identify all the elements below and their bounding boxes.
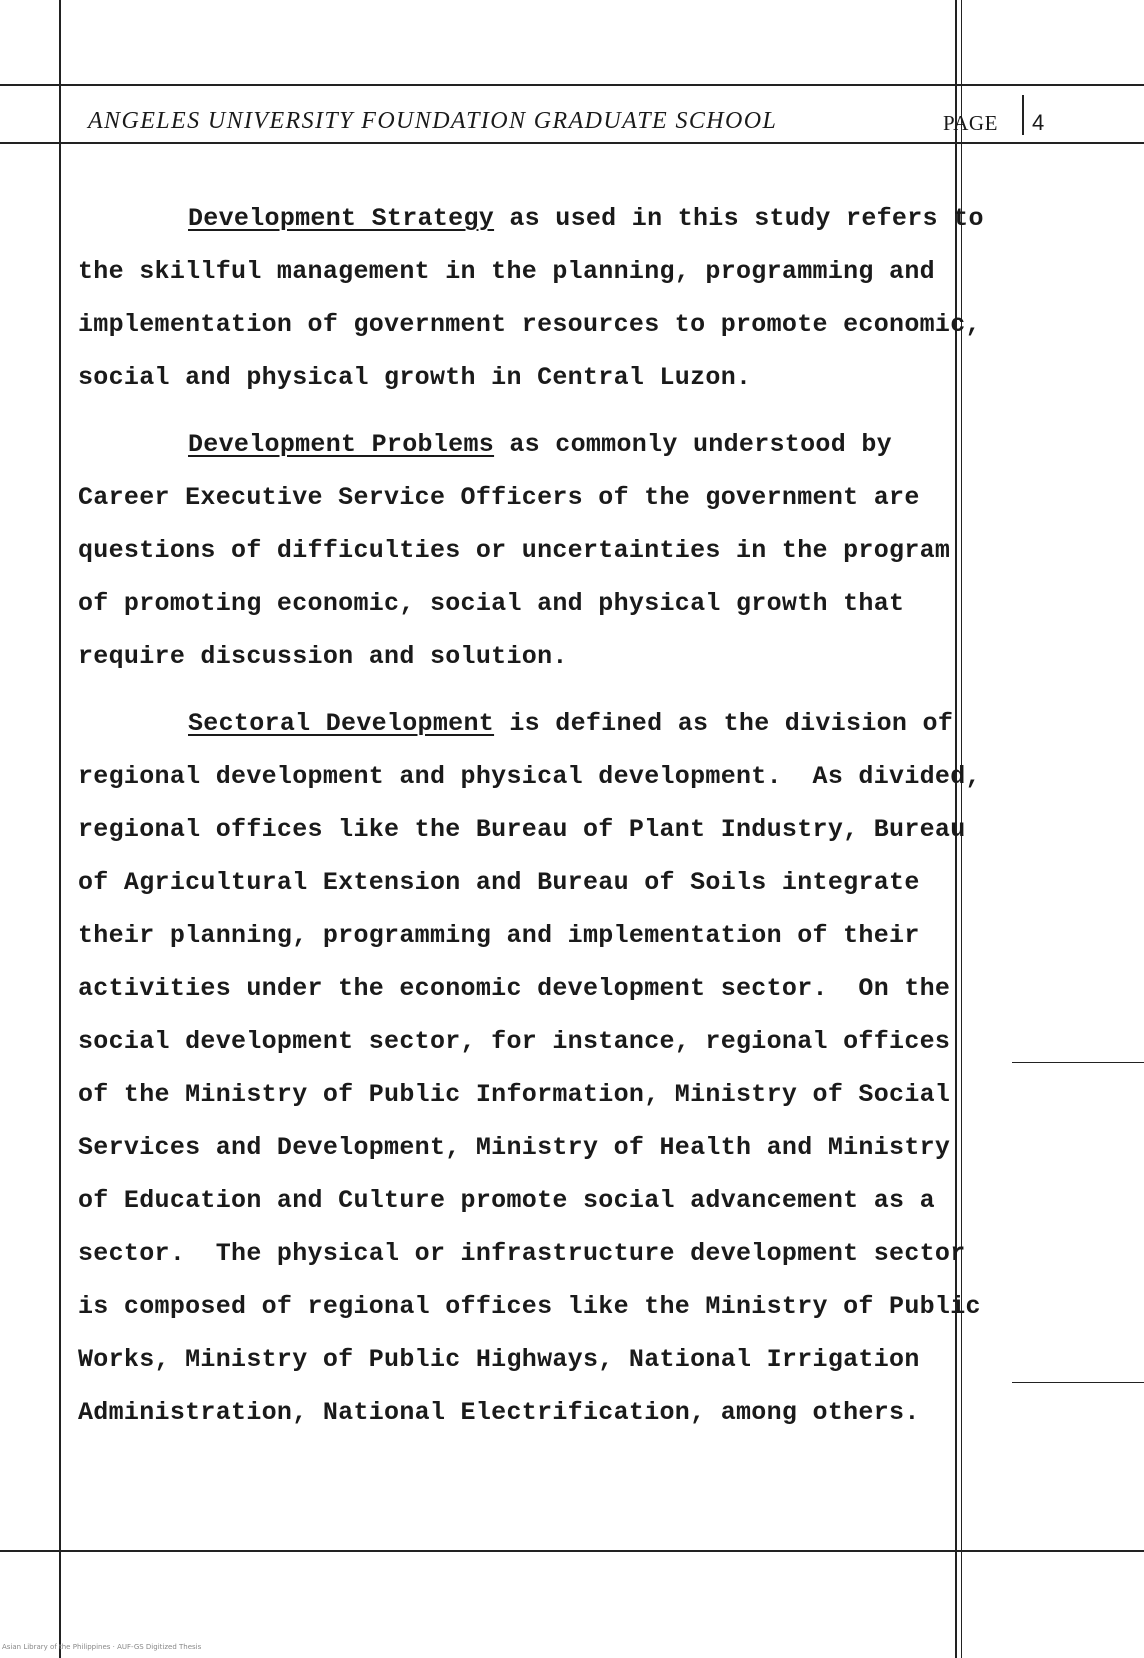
definition-paragraph bbox=[78, 192, 1010, 404]
text-line: Services and Development, Ministry of Health and Ministry bbox=[78, 1133, 951, 1162]
line-text: as commonly understood by bbox=[494, 430, 892, 459]
text-line: the skillful management in the planning, programming and bbox=[78, 257, 935, 286]
text-line: of Education and Culture promote social advancement as a bbox=[78, 1186, 935, 1215]
line-text: as used in this study refers to bbox=[494, 204, 984, 233]
text-line: implementation of government resources to promote economic, bbox=[78, 310, 981, 339]
text-line: of promoting economic, social and physical growth that bbox=[78, 589, 905, 618]
line-text: is defined as the division of bbox=[494, 709, 954, 738]
defined-term: Sectoral Development bbox=[188, 709, 495, 738]
scan-footer-note: Asian Library of the Philippines · AUF-GS Digitized Thesis bbox=[2, 1643, 202, 1651]
definition-paragraph bbox=[78, 697, 1010, 1439]
page-number-divider bbox=[1022, 95, 1024, 135]
text-line: activities under the economic development sector. On the bbox=[78, 974, 951, 1003]
header-top-rule bbox=[0, 84, 1144, 86]
text-line: require discussion and solution. bbox=[78, 642, 568, 671]
text-line: Works, Ministry of Public Highways, National Irrigation bbox=[78, 1345, 920, 1374]
left-margin-rule bbox=[59, 0, 61, 1658]
defined-term: Development Strategy bbox=[188, 204, 495, 233]
text-line: their planning, programming and implementation of their bbox=[78, 921, 920, 950]
definition-paragraph bbox=[78, 418, 1010, 683]
school-name: ANGELES UNIVERSITY FOUNDATION GRADUATE SCHOOL bbox=[88, 108, 778, 134]
paragraph-first-line bbox=[78, 192, 1010, 245]
text-line: Administration, National Electrification, among others. bbox=[78, 1398, 920, 1427]
text-line: is composed of regional offices like the Ministry of Public bbox=[78, 1292, 981, 1321]
text-line: social and physical growth in Central Luzon. bbox=[78, 363, 752, 392]
text-line: regional development and physical development. As divided, bbox=[78, 762, 981, 791]
right-tick-upper bbox=[1012, 1062, 1144, 1063]
footer-rule bbox=[0, 1550, 1144, 1552]
page-header bbox=[88, 104, 1045, 144]
text-line: regional offices like the Bureau of Plant Industry, Bureau bbox=[78, 815, 966, 844]
paragraph-first-line bbox=[78, 697, 1010, 750]
text-line: of the Ministry of Public Information, Ministry of Social bbox=[78, 1080, 951, 1109]
page-number: 4 bbox=[1032, 110, 1045, 135]
text-line: social development sector, for instance, regional offices bbox=[78, 1027, 951, 1056]
text-line: Career Executive Service Officers of the government are bbox=[78, 483, 920, 512]
defined-term: Development Problems bbox=[188, 430, 495, 459]
text-line: of Agricultural Extension and Bureau of Soils integrate bbox=[78, 868, 920, 897]
paragraph-first-line bbox=[78, 418, 1010, 471]
text-line: questions of difficulties or uncertainties in the program bbox=[78, 536, 951, 565]
right-tick-lower bbox=[1012, 1382, 1144, 1383]
text-line: sector. The physical or infrastructure development sector bbox=[78, 1239, 966, 1268]
document-body bbox=[78, 192, 1010, 1453]
page-label: PAGE bbox=[943, 111, 998, 135]
